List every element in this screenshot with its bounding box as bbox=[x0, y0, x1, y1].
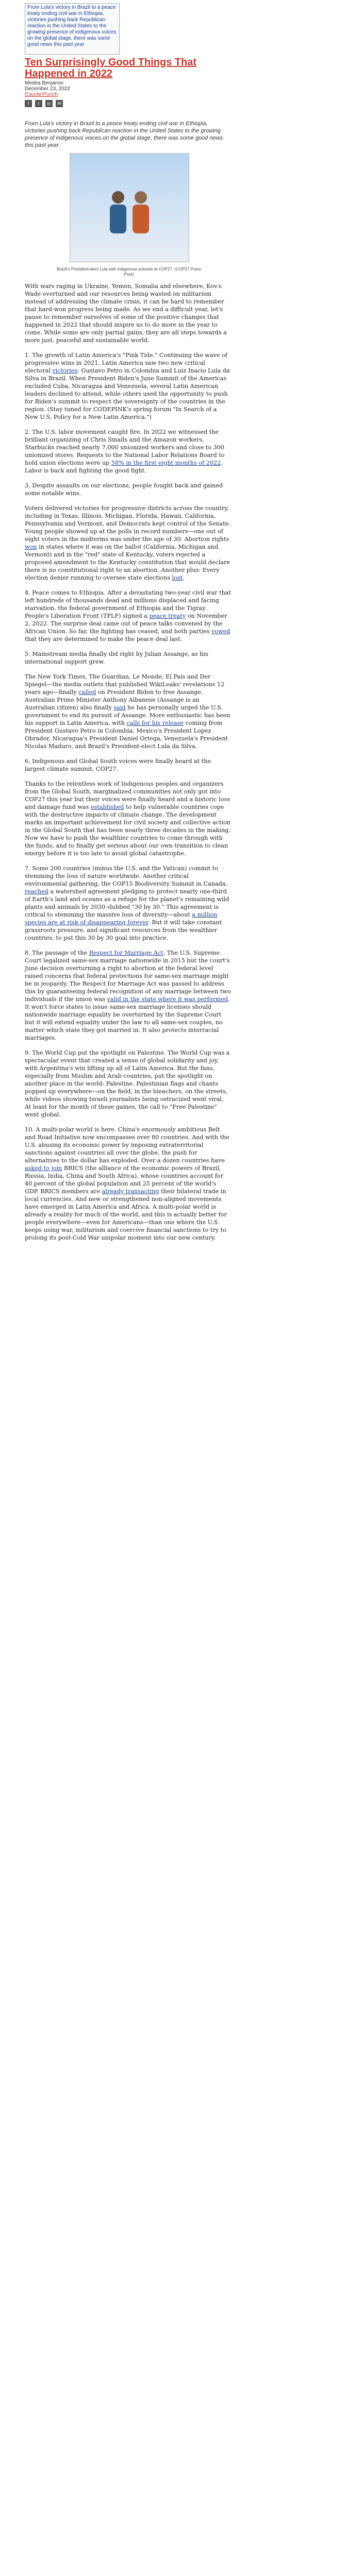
article-body bbox=[25, 282, 231, 1249]
inline-link[interactable]: Respect for Marriage Act bbox=[89, 950, 163, 956]
paragraph: 8. The passage of the Respect for Marriage Act. The U.S. Supreme Court legalized same-sex marriage nationwide in 2015 but the court's June decision overturning a right to abortion at the federal level raised concerns that federal protections for same-sex marriage might be in jeopardy. The Respect for Marriage Act was passed to address this by guaranteeing federal recognition of any marriage between two individuals if the union was valid in the state where it was performed. It won't force states to issue same-sex marriage licenses should nationwide marriage equality be overturned by the Supreme Court but it will extend equality under the law to all same-sex couples, no matter which state they got married in. It also protects interracial marriages. bbox=[25, 950, 231, 1041]
paragraph: 9. The World Cup put the spotlight on Palestine. The World Cup was a spectacular event that created a sense of global solidarity and joy, with Argentina's win lifting up all of Latin America. But the fans, especially from Muslim and Arab countries, put the spotlight on another place in the world: Palestine. Palestinian flags and chants popped up everywhere—on the field, in the bleachers, on the streets, while videos showing Israeli journalists being ostracized went viral. At least for the month of these games, the call to "Free Palestine" went global. bbox=[25, 1049, 230, 1118]
article-intro: From Lula's victory in Brazil to a peace treaty ending civil war in Ethiopia, victories pushing back Republican reaction in the United States to the growing presence of indigenous voices on the global stage, there was some good news this past year. bbox=[25, 121, 223, 148]
inline-link[interactable]: said bbox=[113, 704, 126, 711]
inline-link[interactable]: reached bbox=[25, 888, 48, 895]
photo-caption: Brazil's President-elect Lula with indigenous activists at COP27. (COP27 Press Pool) bbox=[57, 267, 201, 277]
inline-link[interactable]: already transacting bbox=[102, 1188, 159, 1195]
inline-link[interactable]: calls for his release bbox=[126, 720, 184, 726]
inline-link[interactable]: valid in the state where it was performed bbox=[107, 996, 228, 1003]
paragraph: The New York Times, The Guardian, Le Monde, El Pais and Der Spiegel—the media outlets that published WikiLeaks' revelations 12 years ago—finally called on President Biden to free Assange. Australian Prime Minister Anthony Albanese (Assange is an Australian citizen) also finally said he has personally urged the U.S. government to end its pursuit of Assange. More enthusiastic has been his support in Latin America, with calls for his release coming from President Gustavo Petro in Colombia, Mexico's President Lopez Obrador, Nicaragua's President Daniel Ortega, Venezuela's President Nicolas Maduro, and Brazil's President-elect Lula da Silva. bbox=[25, 673, 231, 750]
inline-link[interactable]: lost bbox=[172, 574, 183, 581]
inline-link[interactable]: won bbox=[25, 544, 37, 550]
paragraph: 1. The growth of Latin America's "Pink Tide." Continuing the wave of progressive wins in 2021, Latin America saw two new critical electoral victories: Gustavo Petro in Colombia and Luiz Inacio Lula da Silva in Brazil. When President Biden's June Summit of the Americas excluded Cuba, Nicaragua and Venezuela, several Latin American leaders declined to attend, while others used the opportunity to push for Biden's summit to respect the sovereignty of the countries in the region. (Stay tuned for CODEPINK's spring forum "In Search of a New U.S. Policy for a New Latin America.") bbox=[25, 352, 230, 420]
paragraph: 7. Some 200 countries (minus the U.S. and the Vatican) commit to stemming the loss of nature worldwide. Another critical environmental gathering, the COP15 Biodiversity Summit in Canada, reached a watershed agreement pledging to protect nearly one-third of Earth's land and oceans as a refuge for the planet's remaining wild plants and animals by 2030–dubbed "30 by 30." This agreement is critical to stemming the massive loss of diversity—about a million species are at risk of disappearing forever. But it will take constant grassroots pressure, and significant resources from the wealthier countries, to put this 30 by 30 goal into practice. bbox=[25, 865, 229, 941]
paragraph: 4. Peace comes to Ethiopia. After a devastating two-year civil war that left hundreds of thousands dead and millions displaced and facing starvation, the federal government of Ethiopia and the Tigray People's Liberation Front (TPLF) signed a peace treaty on November 2, 2022. The surprise deal came out of peace talks convened by the African Union. So far, the fighting has ceased, and both parties vowed that they are determined to make the peace deal last. bbox=[25, 589, 231, 642]
paragraph: 5. Mainstream media finally did right by Julian Assange, as his international support grew. bbox=[25, 651, 208, 665]
header-image-caption: From Lula's victory in Brazil to a peace treaty ending civil war in Ethiopia, victories pushing back Republican reaction in the United States to the growing presence of indigenous voices on the global stage, there was some good news this past year bbox=[27, 5, 117, 47]
inline-link[interactable]: established bbox=[90, 804, 124, 810]
paragraph: 2. The U.S. labor movement caught fire. In 2022 we witnessed the brilliant organizing of Chris Smalls and the Amazon workers, Starbucks reached nearly 7,000 unionized workers and close to 300 unionized stores. Requests to the National Labor Relations Board to hold union elections were up 58% in the first eight months of 2022. Labor is back and fighting the good fight. bbox=[25, 429, 225, 474]
inline-link[interactable]: vowed bbox=[211, 628, 231, 635]
paragraph: 6. Indigenous and Global South voices were finally heard at the largest climate summit, COP27. bbox=[25, 758, 211, 772]
paragraph: 10. A multi-polar world is here. China's enormously ambitious Belt and Road Initiative now encompasses over 80 countries. And with the U.S. abusing its economic power by imposing extraterritorial sanctions against countries all over the globe, the push for alternatives to the dollar has exploded. Over a dozen countries have asked to join BRICS (the alliance of the economic powers of Brazil, Russia, India, China and South Africa), whose countries account for 40 percent of the global population and 25 percent of the world's GDP. BRICS members are already transacting their bilateral trade in local currencies. And new or strengthened non-aligned movements have emerged in Latin America and Africa. A multi-polar world is already a reality for much of the world, and this is actually better for people everywhere—even for Americans—than one where the U.S. keeps using war, militarism and coercive financial sanctions to try to prolong its post-Cold War unipolar moment into our new century. bbox=[25, 1126, 229, 1241]
paragraph: 3. Despite assaults on our elections, people fought back and gained some notable wins. bbox=[25, 482, 223, 497]
person-group-icon bbox=[99, 177, 160, 239]
twitter-icon[interactable]: t bbox=[35, 100, 42, 107]
paragraph: With wars raging in Ukraine, Yemen, Somalia and elsewhere, Kov.v. Wade overturned and our resources being wasted on militarism instead of addressing the climate crisis, it can be hard to remember that hard-won progress being made. As we end a difficult year, let's pause to remember ourselves of some of the positive changes that happened in 2022 that should inspire us to do more in the year to come. While some are only partial gains, they are all steps towards a more just, peaceful and sustainable world. bbox=[25, 283, 227, 344]
paragraph: Thanks to the relentless work of Indigenous peoples and organizers from the Global South, marginalized communities not only got into COP27 this year but their voices were finally heard and a historic loss and damage fund was established to help vulnerable countries cope with the destructive impacts of climate change. The development marks an important achievement for civil society and collective action in the Global South that has been nearly three decades in the making. Now we have to push the wealthier countries to come through with the funds, and to finally get serious about our own transition to clean energy before it is too late to avoid global catastrophe. bbox=[25, 781, 231, 857]
inline-link[interactable]: asked to join bbox=[25, 1165, 62, 1172]
inline-link[interactable]: called bbox=[78, 689, 96, 696]
email-icon[interactable]: ✉ bbox=[56, 100, 63, 107]
byline bbox=[25, 80, 70, 97]
header-image bbox=[25, 3, 120, 55]
facebook-icon[interactable]: f bbox=[25, 100, 32, 107]
article-photo bbox=[70, 153, 189, 262]
share-bar bbox=[25, 100, 63, 107]
inline-link[interactable]: a million species are at risk of disappearing forever bbox=[25, 911, 218, 926]
inline-link[interactable]: victories bbox=[52, 367, 78, 374]
paragraph: Voters delivered victories for progressive districts across the country, including in Texas, Illinois, Michigan, Florida, Hawaii, California, Pennsylvania and Vermont, and Democrats kept control of the Senate. Young people showed up at the polls in record numbers—one out of eight voters in the midterms was under the age of 30. Abortion rights won in states where it was on the ballot (California, Michigan and Vermont) and in the "red" state of Kentucky, voters rejected a proposed amendment to the Kentucky constitution that would declare there is no constitutional right to an abortion. Another plus: Every election denier running to oversee state elections lost. bbox=[25, 505, 231, 581]
author-name: Medea Benjamin bbox=[25, 80, 64, 86]
publication-link[interactable]: CounterPunch bbox=[25, 92, 58, 97]
inline-link[interactable]: peace treaty bbox=[149, 613, 186, 619]
article-title[interactable]: Ten Surprisingly Good Things That Happened in 2022 bbox=[25, 57, 196, 79]
linkedin-icon[interactable]: in bbox=[45, 100, 53, 107]
inline-link[interactable]: 58% in the first eight months of 2022 bbox=[111, 460, 221, 466]
article-date: December 23, 2022 bbox=[25, 86, 70, 92]
